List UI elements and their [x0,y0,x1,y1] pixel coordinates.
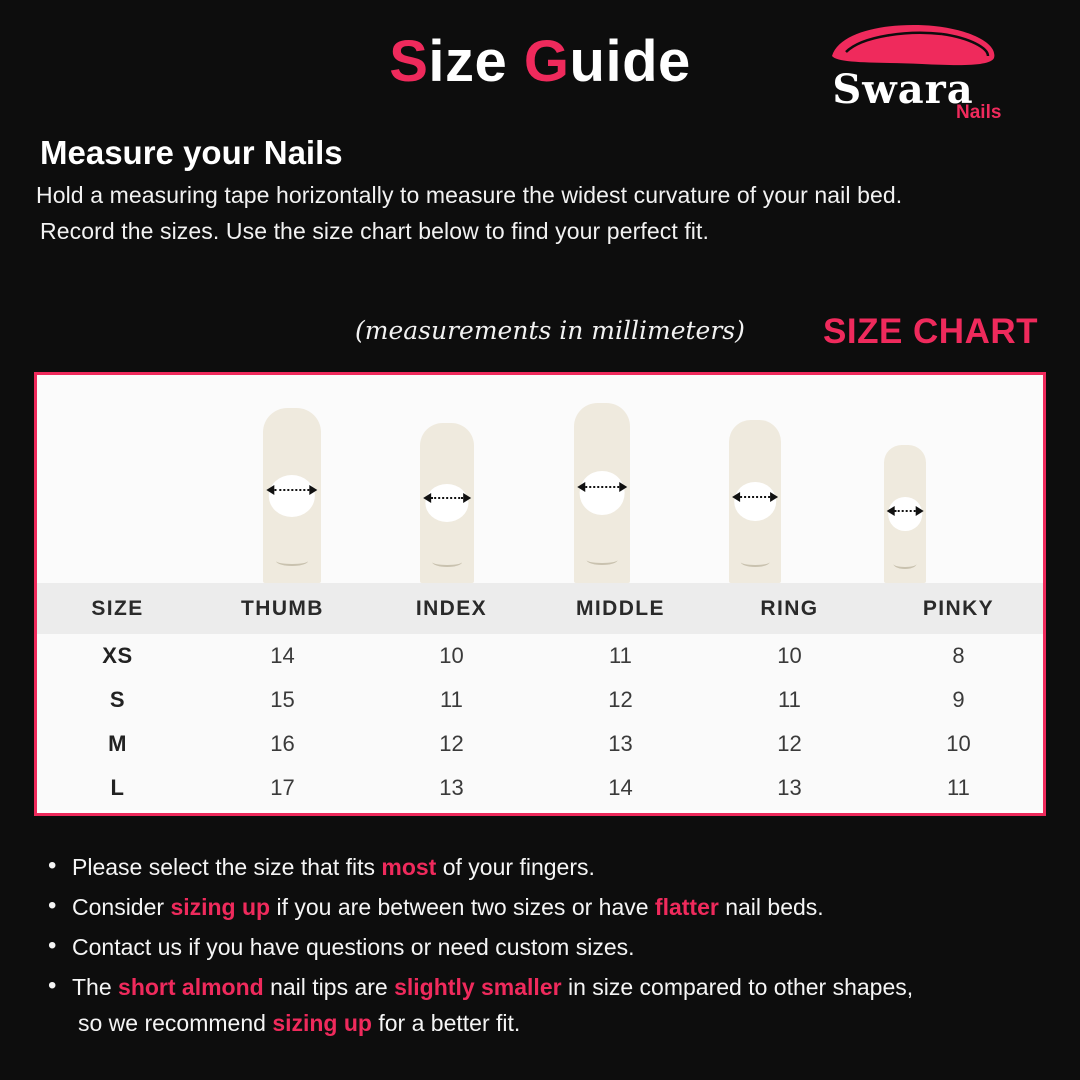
note-emphasis: sizing up [272,1010,372,1036]
logo-subtext: Nails [956,102,1002,123]
nail-shape [574,403,630,583]
size-chart-label: SIZE CHART [823,312,1038,351]
nail-illustrations [37,375,1043,583]
note-text: in size compared to other shapes, [561,974,914,1000]
nail-shape [420,423,474,583]
notes-list [44,848,1044,1044]
note-text: for a better fit. [371,1010,521,1036]
table-col-header: MIDDLE [536,583,705,634]
nail-illustration [845,445,965,583]
table-cell-measurement: 13 [536,722,705,766]
size-chart-box [34,372,1046,816]
table-cell-measurement: 12 [367,722,536,766]
note-item [44,968,1044,1006]
table-row-size-label: S [37,678,198,722]
nail-illustration [695,420,815,583]
notes-ul [44,848,1044,1042]
note-emphasis: sizing up [170,894,271,920]
note-item [44,888,1044,926]
note-item [44,928,1044,966]
note-emphasis: flatter [654,894,719,920]
cuticle-line [432,557,462,567]
width-arrow-icon [731,492,779,502]
nail-bed-highlight [269,475,315,517]
note-text: of your fingers. [436,854,595,880]
measure-heading: Measure your Nails [40,134,343,171]
table-cell-measurement: 10 [874,722,1043,766]
cuticle-line [276,556,308,566]
table-cell-measurement: 15 [198,678,367,722]
table-cell-measurement: 16 [198,722,367,766]
table-row-size-label: XS [37,634,198,678]
measure-line-1: Hold a measuring tape horizontally to measure the widest curvature of your nail bed. [36,182,903,208]
note-text: if you are between two sizes or have [270,894,655,920]
table-cell-measurement: 13 [705,766,874,810]
note-text: The [72,974,119,1000]
table-row-size-label: M [37,722,198,766]
table-cell-measurement: 17 [198,766,367,810]
table-cell-measurement: 14 [198,634,367,678]
note-text: so we recommend [78,1010,273,1036]
width-arrow-icon [265,485,318,495]
note-item [44,848,1044,886]
table-cell-measurement: 11 [705,678,874,722]
nail-illustration [387,423,507,583]
title-letter-g: G [523,29,570,94]
nail-swoosh-icon [822,22,1002,68]
table-cell-measurement: 12 [705,722,874,766]
note-emphasis: slightly smaller [394,974,562,1000]
table-cell-measurement: 11 [367,678,536,722]
width-arrow-icon [886,506,925,516]
note-emphasis: most [381,854,437,880]
note-emphasis: short almond [118,974,264,1000]
cuticle-line [587,555,618,565]
table-row [37,634,1043,678]
width-arrow-icon [576,482,628,492]
brand-logo [808,22,1038,132]
title-text-uide: uide [569,29,691,94]
note-text: Contact us if you have questions or need custom sizes. [72,934,635,960]
table-col-header: PINKY [874,583,1043,634]
nail-shape [263,408,321,583]
nail-shape [729,420,781,583]
nail-illustration [232,408,352,583]
table-cell-measurement: 12 [536,678,705,722]
note-text: nail tips are [263,974,395,1000]
table-cell-measurement: 10 [367,634,536,678]
table-cell-measurement: 13 [367,766,536,810]
table-cell-measurement: 11 [536,634,705,678]
note-text: Please select the size that fits [72,854,382,880]
note-text: nail beds. [718,894,824,920]
table-cell-measurement: 8 [874,634,1043,678]
table-cell-measurement: 10 [705,634,874,678]
table-row [37,722,1043,766]
title-letter-s: S [389,29,429,94]
table-col-header: THUMB [198,583,367,634]
size-chart-table [37,583,1043,810]
table-col-header: INDEX [367,583,536,634]
table-header [37,583,1043,634]
nail-shape [884,445,926,583]
nail-illustration [542,403,662,583]
table-header-row [37,583,1043,634]
table-row [37,678,1043,722]
note-text: Consider [72,894,171,920]
table-body [37,634,1043,810]
measure-line-2: Record the sizes. Use the size chart below to find your perfect fit. [40,218,709,244]
table-cell-measurement: 11 [874,766,1043,810]
title-text-ize: ize [428,29,524,94]
width-arrow-icon [422,493,472,503]
table-row-size-label: L [37,766,198,810]
table-col-header: RING [705,583,874,634]
table-row [37,766,1043,810]
logo-wordmark: Swara [832,66,974,113]
table-cell-measurement: 14 [536,766,705,810]
nail-bed-highlight [580,471,625,514]
table-cell-measurement: 9 [874,678,1043,722]
table-col-header: SIZE [37,583,198,634]
note-item [44,1004,1044,1042]
cuticle-line [893,559,916,569]
cuticle-line [741,557,770,567]
measurement-unit-note: (measurements in millimeters) [355,316,745,345]
